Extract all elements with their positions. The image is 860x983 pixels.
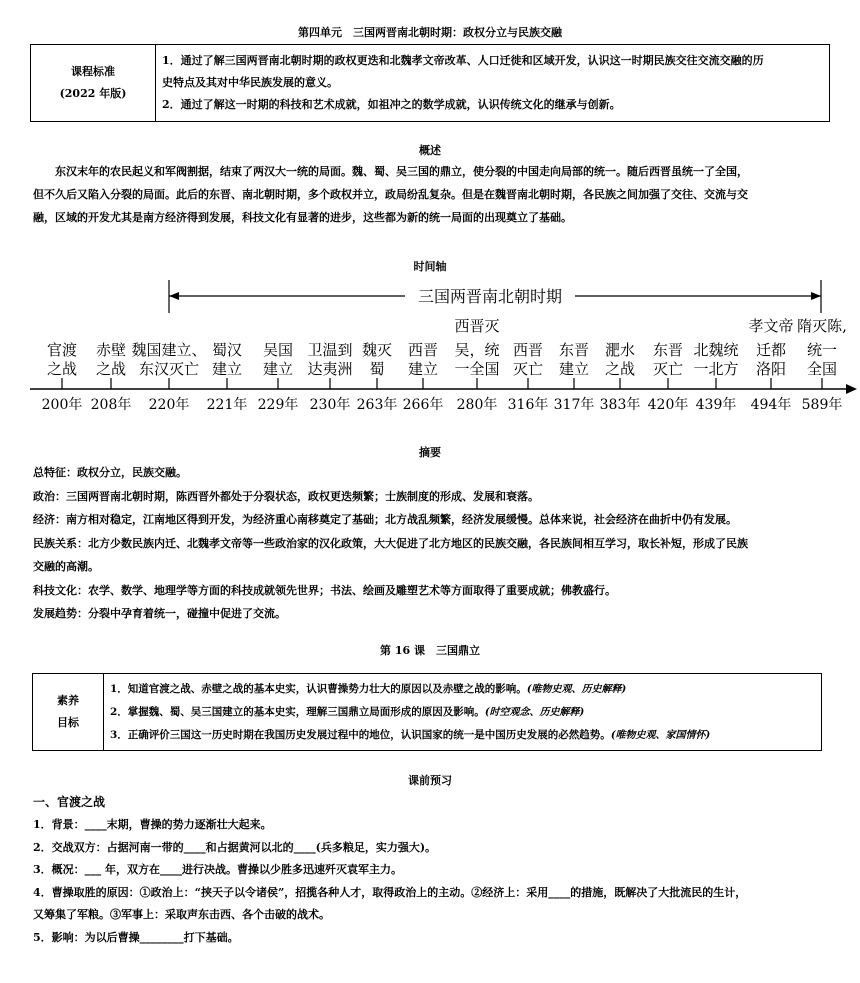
curriculum-item: 史特点及其对中华民族发展的意义。 (162, 76, 338, 89)
summary-value: 农学、数学、地理学等方面的科技成就领先世界；书法、绘画及雕塑艺术等方面取得了重要成就；佛教盛行。 (88, 583, 616, 597)
summary-value: 政权分立，民族交融。 (77, 466, 187, 479)
curriculum-label-cell (31, 45, 156, 122)
timeline-event (693, 341, 738, 413)
event-label: 北魏统 (693, 341, 739, 359)
event-year: 317年 (553, 397, 595, 413)
event-label: 东晋 (652, 341, 684, 359)
lesson-title: 第 16 课 三国鼎立 (380, 644, 480, 657)
timeline-event (797, 317, 847, 413)
summary-value: 三国两晋南北朝时期，陈西晋外都处于分裂状态，政权更迭频繁；士族制度的形成、发展和衰落。 (66, 489, 539, 503)
summary-key: 政治： (33, 489, 66, 503)
timeline-event (648, 341, 689, 413)
summary-value: 交融的高潮。 (33, 560, 99, 573)
event-label: 魏灭 (361, 341, 393, 359)
event-label: 吴国 (262, 341, 294, 359)
summary-key: 总特征： (33, 466, 77, 479)
summary-item (33, 555, 833, 579)
overview-heading: 概述 (419, 144, 441, 157)
summary-key: 科技文化： (33, 583, 88, 597)
event-year: 280年 (456, 397, 498, 413)
goal-text: 3．正确评价三国这一历史时期在我国历史发展过程中的地位，认识国家的统一是中国历史发展的必然趋势。 (110, 728, 611, 741)
event-year: 316年 (507, 397, 549, 413)
timeline-event (207, 341, 248, 413)
timeline-event (307, 341, 352, 413)
event-year: 439年 (695, 397, 737, 413)
summary-item (33, 602, 833, 626)
overview-line: 融，区域的开发尤其是南方经济得到发展，科技文化有显著的进步，这些都为新的统一局面的出现奠立了基础。 (33, 211, 572, 224)
event-label: 西晋灭 (454, 317, 500, 335)
timeline-heading: 时间轴 (413, 260, 447, 273)
event-label: 吴，统 (454, 341, 500, 359)
timeline-events (42, 317, 847, 413)
timeline-event (131, 341, 206, 413)
curriculum-label: 课程标准 (71, 65, 115, 78)
summary-value: 分裂中孕育着统一，碰撞中促进了交流。 (88, 607, 286, 620)
event-label: 隋灭陈, (797, 317, 847, 335)
summary-item (33, 508, 833, 532)
curriculum-content-cell (156, 45, 830, 122)
event-year: 229年 (257, 397, 299, 413)
event-label: 卫温到 (307, 341, 353, 359)
event-label: 蜀 (369, 360, 385, 378)
event-label: 洛阳 (755, 360, 787, 378)
event-year: 589年 (801, 397, 843, 413)
event-label: 魏国建立、 (131, 341, 207, 359)
axis-arrow-icon (846, 384, 857, 394)
event-label: 之战 (46, 360, 78, 378)
timeline-event (258, 341, 299, 413)
event-label: 建立 (407, 360, 439, 378)
summary-value: 南方相对稳定，江南地区得到开发，为经济重心南移奠定了基础；北方战乱频繁，经济发展缓慢。总体来说，社会经济在曲折中仍有发展。 (66, 513, 737, 526)
event-year: 230年 (309, 397, 351, 413)
summary-heading: 摘要 (419, 446, 441, 459)
event-year: 208年 (90, 397, 132, 413)
event-label: 一全国 (454, 360, 500, 378)
timeline-chart (0, 275, 860, 420)
goal-item (110, 678, 817, 701)
curriculum-item: 1．通过了解三国两晋南北朝时期的政权更迭和北魏孝文帝改革、人口迁徙和区域开发，认识这一时期民族交往交流交融的历 (162, 54, 764, 67)
timeline-event (454, 317, 499, 413)
timeline-event (403, 341, 444, 413)
goal-text: 2．掌握魏、蜀、吴三国建立的基本史实，理解三国鼎立局面形成的原因及影响。 (110, 705, 485, 718)
timeline-event (357, 341, 398, 413)
preview-line: 3．概况：___ 年，双方在____进行决战。曹操以少胜多迅速歼灭袁军主力。 (33, 863, 402, 876)
timeline-event (91, 341, 132, 413)
event-year: 221年 (206, 397, 248, 413)
preview-list (33, 814, 833, 949)
summary-item (33, 485, 833, 509)
event-label: 东汉灭亡 (138, 360, 200, 378)
summary-key: 经济： (33, 513, 66, 526)
summary-key: 发展趋势： (33, 607, 88, 620)
span-right-arrow-icon (811, 292, 821, 300)
overview-line: 但不久后又陷入分裂的局面。此后的东晋、南北朝时期，多个政权并立，政局纷乱复杂。但是在魏晋南北朝时期，各民族之间加强了交往、交流与交 (33, 188, 748, 201)
goals-label: 素养 (57, 694, 79, 707)
event-label: 赤壁 (95, 341, 127, 359)
event-year: 494年 (750, 397, 792, 413)
curriculum-table (30, 44, 830, 122)
curriculum-edition: (2022 年版) (59, 87, 127, 100)
timeline-event (600, 341, 641, 413)
goal-item (110, 701, 817, 724)
preview-line: 2．交战双方：占据河南一带的____和占据黄河以北的____(兵多粮足，实力强大)。 (33, 840, 437, 854)
event-year: 263年 (356, 397, 398, 413)
span-label: 三国两晋南北朝时期 (417, 287, 563, 306)
summary-list (33, 461, 833, 626)
event-year: 200年 (41, 397, 83, 413)
goal-note: (时空观念、历史解释) (484, 706, 585, 718)
event-label: 达夷洲 (307, 360, 353, 378)
preview-line: 5．影响：为以后曹操________打下基础。 (33, 930, 239, 944)
event-year: 383年 (599, 397, 641, 413)
event-label: 孝文帝 (748, 317, 794, 335)
event-label: 全国 (806, 360, 838, 378)
goal-text: 1．知道官渡之战、赤壁之战的基本史实，认识曹操势力壮大的原因以及赤壁之战的影响。 (110, 682, 527, 695)
event-label: 一北方 (693, 360, 739, 378)
overview-paragraph (33, 160, 833, 229)
timeline-event (42, 341, 83, 413)
event-year: 266年 (402, 397, 444, 413)
overview-line: 东汉末年的农民起义和军阀割据，结束了两汉大一统的局面。魏、蜀、吴三国的鼎立，使分裂的中国走向局部的统一。随后西晋虽统一了全国， (55, 165, 748, 178)
preview-section: 一、官渡之战 (33, 795, 106, 809)
event-label: 建立 (558, 360, 590, 378)
span-left-arrow-icon (169, 292, 179, 300)
event-label: 迁都 (755, 341, 787, 359)
goal-item (110, 724, 817, 747)
event-label: 东晋 (558, 341, 590, 359)
goals-label-cell (33, 674, 104, 751)
event-label: 建立 (262, 360, 294, 378)
event-label: 建立 (211, 360, 243, 378)
event-label: 灭亡 (652, 360, 684, 378)
preview-heading: 课前预习 (408, 774, 452, 787)
event-label: 淝水 (604, 341, 636, 359)
goals-table (32, 673, 822, 751)
summary-item (33, 579, 833, 603)
event-year: 420年 (647, 397, 689, 413)
goal-note: (唯物史观、历史解释) (526, 683, 627, 695)
event-label: 西晋 (512, 341, 544, 359)
goal-note: (唯物史观、家国情怀) (610, 729, 711, 741)
preview-line: 1．背景：____末期，曹操的势力逐渐壮大起来。 (33, 818, 272, 831)
event-label: 西晋 (407, 341, 439, 359)
timeline-event (508, 341, 549, 413)
preview-line: 又筹集了军粮。③军事上：采取声东击西、各个击破的战术。 (33, 908, 330, 921)
event-label: 之战 (604, 360, 636, 378)
summary-item (33, 461, 833, 485)
curriculum-item: 2．通过了解这一时期的科技和艺术成就，如祖冲之的数学成就，认识传统文化的继承与创新。 (162, 98, 621, 111)
goals-content-cell (104, 674, 822, 751)
event-label: 蜀汉 (211, 341, 243, 359)
timeline-event (554, 341, 595, 413)
summary-value: 北方少数民族内迁、北魏孝文帝等一些政治家的汉化政策，大大促进了北方地区的民族交融，各民族间相互学习，取长补短，形成了民族 (88, 536, 748, 550)
timeline-event (748, 317, 793, 413)
unit-title: 第四单元 三国两晋南北朝时期：政权分立与民族交融 (298, 26, 562, 39)
event-label: 灭亡 (512, 360, 544, 378)
event-label: 统一 (806, 341, 838, 359)
event-year: 220年 (148, 397, 190, 413)
event-label: 官渡 (46, 341, 78, 359)
goals-label: 目标 (57, 716, 79, 729)
summary-item (33, 532, 833, 556)
preview-line: 4．曹操取胜的原因：①政治上：“挟天子以令诸侯”，招揽各种人才，取得政治上的主动。②经济上：采用____的措施，既解决了大批流民的生计， (33, 885, 747, 899)
summary-key: 民族关系： (33, 536, 88, 550)
event-label: 之战 (95, 360, 127, 378)
